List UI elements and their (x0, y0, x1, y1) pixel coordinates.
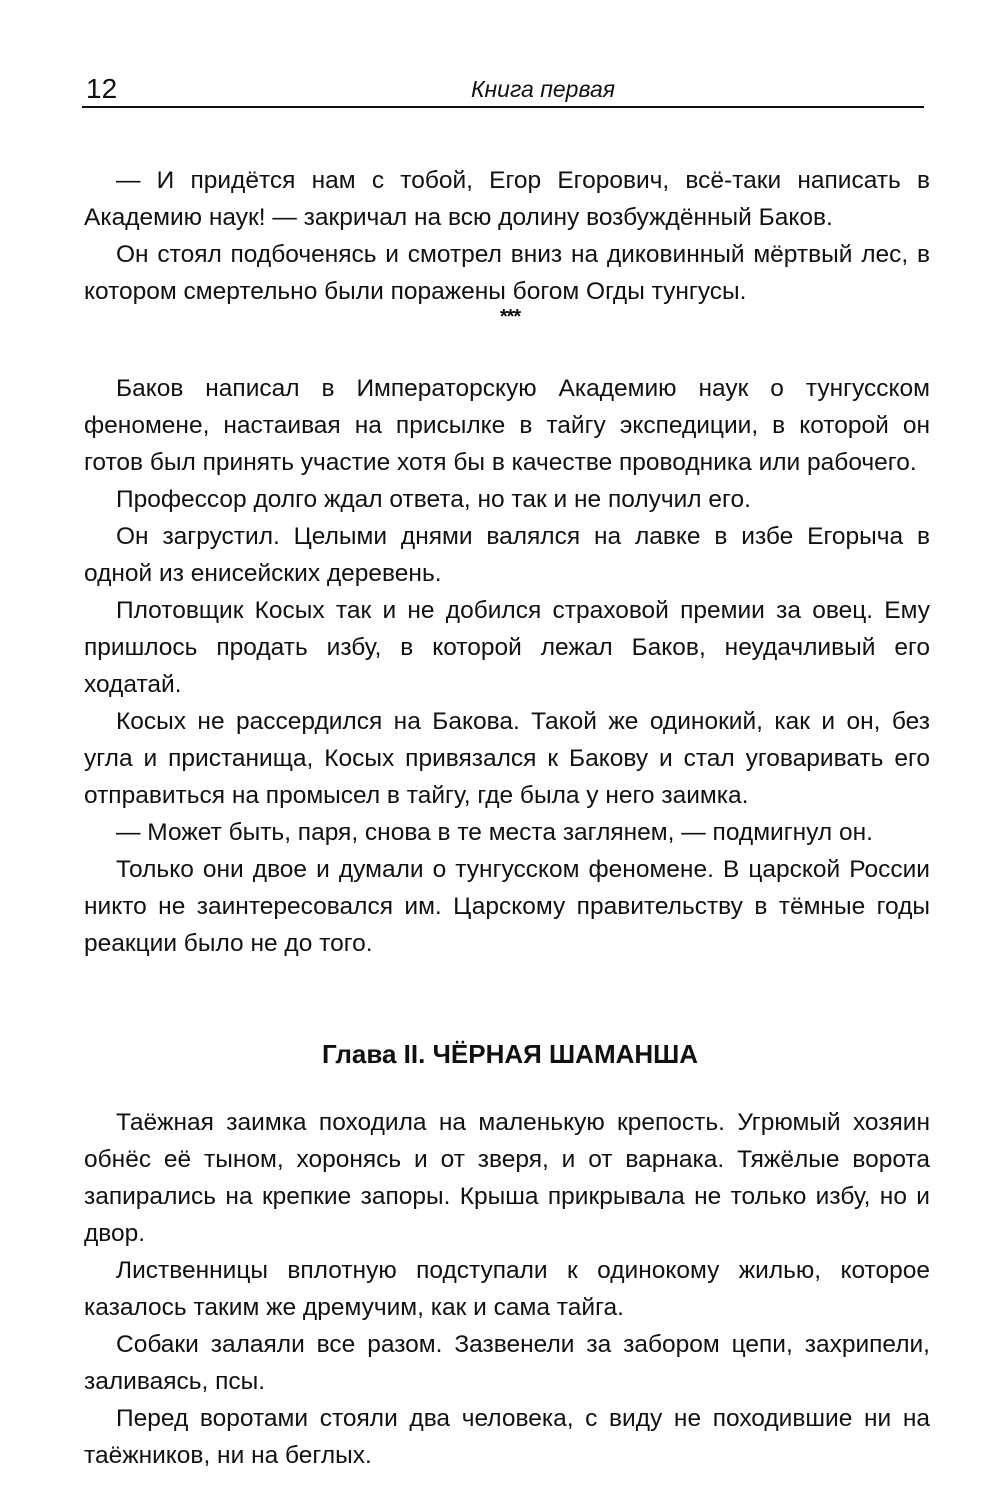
paragraph: Таёжная заимка походила на маленькую крепость. Угрюмый хозяин обнёс её тыном, хоронясь и от зверя, и от варнака. Тяжёлые ворота запирались на крепкие запоры. Крыша прикрывала не только избу, но и двор. (84, 1109, 930, 1247)
paragraph: Собаки залаяли все разом. Зазвенели за забором цепи, захрипели, заливаясь, псы. (84, 1331, 930, 1395)
paragraph: Он стоял подбоченясь и смотрел вниз на диковинный мёртвый лес, в котором смертельно были поражены богом Огды тунгусы. (84, 241, 930, 305)
paragraph: Он загрустил. Целыми днями валялся на лавке в избе Егорыча в одной из енисейских деревень. (84, 523, 930, 587)
page-header (82, 70, 924, 108)
paragraph: Перед воротами стояли два человека, с виду не походившие ни на таёжников, ни на беглых. (84, 1405, 930, 1469)
page-number: 12 (86, 73, 118, 104)
paragraph: — Может быть, паря, снова в те места заглянем, — подмигнул он. (116, 819, 873, 846)
text-block-3 (84, 1104, 930, 1474)
paragraph: Косых не рассердился на Бакова. Такой же одинокий, как и он, без угла и пристанища, Косых привязался к Бакову и стал уговаривать его отправиться на промысел в тайгу, где была у него заимка. (84, 708, 930, 809)
paragraph: Плотовщик Косых так и не добился страховой премии за овец. Ему пришлось продать избу, в которой лежал Баков, неудачливый его ходатай. (84, 597, 930, 698)
paragraph: Профессор долго ждал ответа, но так и не получил его. (116, 486, 751, 513)
paragraph: Баков написал в Императорскую Академию наук о тунгусском феномене, настаивая на присылке в тайгу экспедиции, в которой он готов был принять участие хотя бы в качестве проводника или рабочего. (84, 375, 930, 476)
section-separator: *** (499, 306, 521, 328)
text-block-1 (84, 162, 930, 310)
paragraph: Только они двое и думали о тунгусском феномене. В царской России никто не заинтересовался им. Царскому правительству в тёмные годы реакции было не до того. (84, 856, 930, 957)
paragraph: Лиственницы вплотную подступали к одинокому жилью, которое казалось таким же дремучим, как и сама тайга. (84, 1257, 930, 1321)
text-block-2 (84, 370, 930, 962)
paragraph: — И придётся нам с тобой, Егор Егорович, всё-таки написать в Академию наук! — закричал на всю долину возбуждённый Баков. (84, 167, 930, 231)
chapter-title: Глава II. ЧЁРНАЯ ШАМАНША (321, 1039, 699, 1069)
running-title: Книга первая (470, 76, 616, 102)
